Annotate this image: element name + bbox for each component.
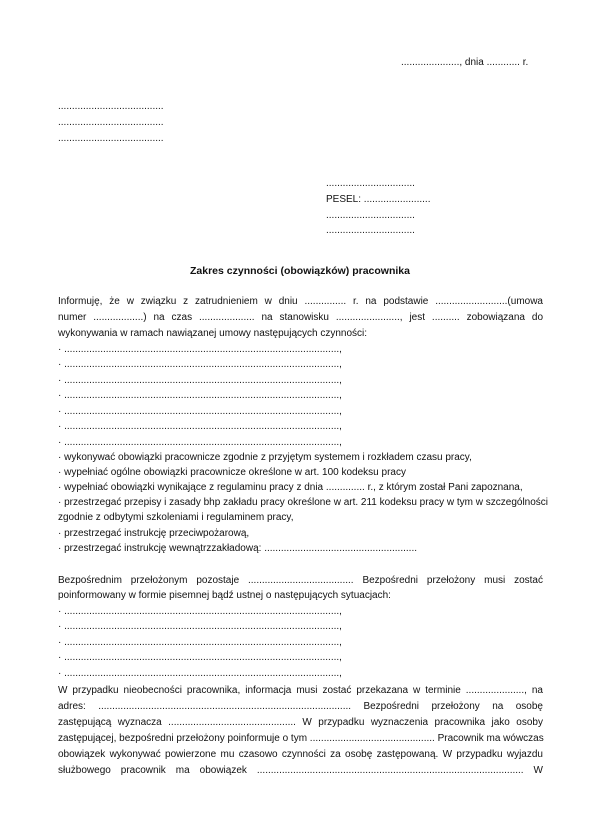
duty-general-obligations: · wypełniać ogólne obowiązki pracownicze określone w art. 100 kodeksu pracy [58, 467, 406, 478]
employer-line-2: ...................................... [58, 117, 164, 128]
situation-blank-line: · ..................................................................................................., [58, 621, 342, 632]
absence-line-3: zastępującą wyznacza .............................................. W przypadku wyznaczenia pracownika jako osoby [58, 717, 543, 728]
situation-blank-line: · ..................................................................................................., [58, 637, 342, 648]
employer-line-1: ...................................... [58, 101, 164, 112]
duty-work-schedule: · wykonywać obowiązki pracownicze zgodnie z przyjętym systemem i rozkładem czasu pracy, [58, 452, 472, 463]
duty-blank-line: · ..................................................................................................., [58, 421, 342, 432]
duty-blank-line: · ..................................................................................................., [58, 390, 342, 401]
place-date-line: ....................., dnia ............ r. [401, 57, 529, 68]
absence-line-1: W przypadku nieobecności pracownika, informacja musi zostać przekazana w terminie ....................., na [58, 685, 543, 696]
document-title: Zakres czynności (obowiązków) pracownika [190, 265, 410, 277]
situation-blank-line: · ..................................................................................................., [58, 606, 342, 617]
duty-blank-line: · ..................................................................................................., [58, 406, 342, 417]
duty-health-safety: · przestrzegać przepisy i zasady bhp zakładu pracy określone w art. 211 kodeksu pracy w tym w szczególności [58, 497, 549, 508]
duty-blank-line: · ..................................................................................................., [58, 375, 342, 386]
absence-line-6: służbowego pracownik ma obowiązek ................................................................................................ W [58, 765, 543, 776]
intro-line-1: Informuję, że w związku z zatrudnieniem w dniu ............... r. na podstawie ..........................(umowa [58, 296, 543, 307]
employee-line-3: ................................ [326, 210, 415, 221]
employer-line-3: ...................................... [58, 133, 164, 144]
absence-line-2: adres: ........................................................................................... Bezpośredni przełożony na osobę [58, 701, 543, 712]
situation-blank-line: · ..................................................................................................., [58, 652, 342, 663]
supervisor-line-2: poinformowany w formie pisemnej bądź ustnej o następujących sytuacjach: [58, 590, 391, 601]
intro-line-3: wykonywania w ramach nawiązanej umowy następujących czynności: [58, 328, 368, 339]
duty-work-regulations: · wypełniać obowiązki wynikające z regulaminu pracy z dnia .............. r., z którym został Pani zapoznana, [58, 482, 523, 493]
duty-blank-line: · ..................................................................................................., [58, 437, 342, 448]
employee-pesel: PESEL: ........................ [326, 194, 431, 205]
duty-internal-instructions: · przestrzegać instrukcję wewnątrzzakładową: ....................................................... [58, 543, 417, 554]
employee-line-4: ................................ [326, 225, 415, 236]
duty-blank-line: · ..................................................................................................., [58, 359, 342, 370]
duty-fire-instructions: · przestrzegać instrukcję przeciwpożarową, [58, 528, 250, 539]
duty-health-safety-cont: zgodnie z odbytymi szkoleniami i regulaminem pracy, [58, 512, 294, 523]
situation-blank-line: · ..................................................................................................., [58, 668, 342, 679]
supervisor-line-1: Bezpośrednim przełożonym pozostaje ...................................... Bezpośredni przełożony musi zostać [58, 575, 543, 586]
duty-blank-line: · ..................................................................................................., [58, 344, 342, 355]
employee-line-1: ................................ [326, 178, 415, 189]
absence-line-5: obowiązek wykonywać powierzone mu czasowo czynności za osobę zastępowaną. W przypadku wyjazdu [58, 749, 543, 760]
absence-line-4: zastępującej, bezpośredni przełożony poinformuje o tym ............................................. Pracownik ma wówczas [58, 733, 544, 744]
intro-line-2: numer ..................) na czas .................... na stanowisku ......................., jest .......... zobowiązana do [58, 312, 543, 323]
